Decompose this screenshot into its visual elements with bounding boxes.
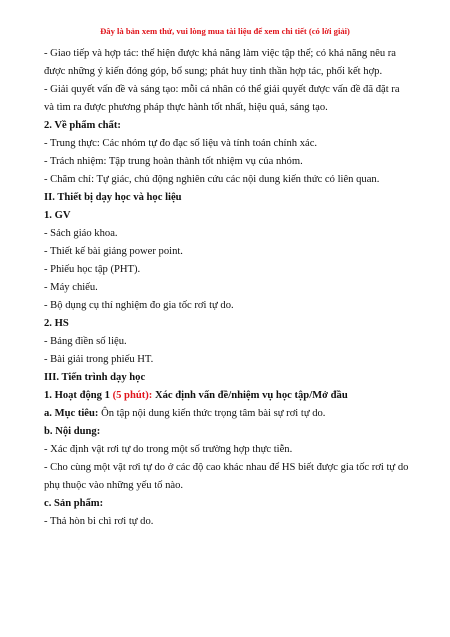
paragraph-giai-quyet-line1: - Giải quyết vấn đề và sáng tạo: mỗi cá nhân có thể giải quyết được vấn đề đã đặt ra [44, 84, 400, 95]
muc-tieu-text: Ôn tập nội dung kiến thức trọng tâm bài sự rơi tự do. [98, 408, 326, 419]
hoat-dong-1-label: 1. Hoạt động 1 [44, 390, 113, 401]
paragraph-muc-tieu [44, 405, 412, 423]
heading-gv: 1. GV [44, 210, 71, 221]
document-body [44, 45, 412, 531]
heading-hs: 2. HS [44, 318, 69, 329]
list-item-san-pham-1: - Thả hòn bi chì rơi tự do. [44, 516, 154, 527]
list-item-gv-4: - Máy chiếu. [44, 282, 98, 293]
list-item-noi-dung-2-line2: phụ thuộc vào những yếu tố nào. [44, 480, 184, 491]
list-item-hs-1: - Bảng điền số liệu. [44, 336, 127, 347]
heading-tien-trinh: III. Tiến trình dạy học [44, 372, 146, 383]
preview-banner: Đây là bản xem thử, vui lòng mua tài liệu để xem chi tiết (có lời giải) [100, 26, 350, 36]
heading-thiet-bi: II. Thiết bị dạy học và học liệu [44, 192, 182, 203]
list-item-noi-dung-2-line1: - Cho cùng một vật rơi tự do ở các độ cao khác nhau để HS biết được gia tốc rơi tự do [44, 462, 409, 473]
paragraph-giao-tiep-line2: được những ý kiến đóng góp, bổ sung; phát huy tinh thần hợp tác, phối kết hợp. [44, 66, 383, 77]
heading-pham-chat: 2. Về phẩm chất: [44, 120, 121, 131]
heading-san-pham: c. Sản phẩm: [44, 498, 104, 509]
list-item-trach-nhiem: - Trách nhiệm: Tập trung hoàn thành tốt nhiệm vụ của nhóm. [44, 156, 303, 167]
list-item-gv-1: - Sách giáo khoa. [44, 228, 118, 239]
list-item-gv-3: - Phiếu học tập (PHT). [44, 264, 141, 275]
list-item-cham-chi: - Chăm chỉ: Tự giác, chủ động nghiên cứu các nội dung kiến thức có liên quan. [44, 174, 380, 185]
list-item-gv-2: - Thiết kế bài giảng power point. [44, 246, 183, 257]
muc-tieu-label: a. Mục tiêu: [44, 408, 99, 419]
list-item-noi-dung-1: - Xác định vật rơi tự do trong một số trường hợp thực tiễn. [44, 444, 293, 455]
list-item-trung-thuc: - Trung thực: Các nhóm tự đo đạc số liệu và tính toán chính xác. [44, 138, 318, 149]
paragraph-giao-tiep-line1: - Giao tiếp và hợp tác: thể hiện được khả năng làm việc tập thể; có khả năng nêu ra [44, 48, 396, 59]
paragraph-giai-quyet-line2: và tìm ra được phương pháp thực hành tốt nhất, hiệu quả, sáng tạo. [44, 102, 328, 113]
heading-noi-dung: b. Nội dung: [44, 426, 101, 437]
list-item-hs-2: - Bài giải trong phiếu HT. [44, 354, 154, 365]
hoat-dong-1-time: (5 phút): [112, 390, 153, 401]
heading-hoat-dong-1 [44, 387, 412, 405]
list-item-gv-5: - Bộ dụng cụ thí nghiệm đo gia tốc rơi tự do. [44, 300, 234, 311]
hoat-dong-1-title: Xác định vấn đề/nhiệm vụ học tập/Mở đầu [152, 390, 348, 401]
